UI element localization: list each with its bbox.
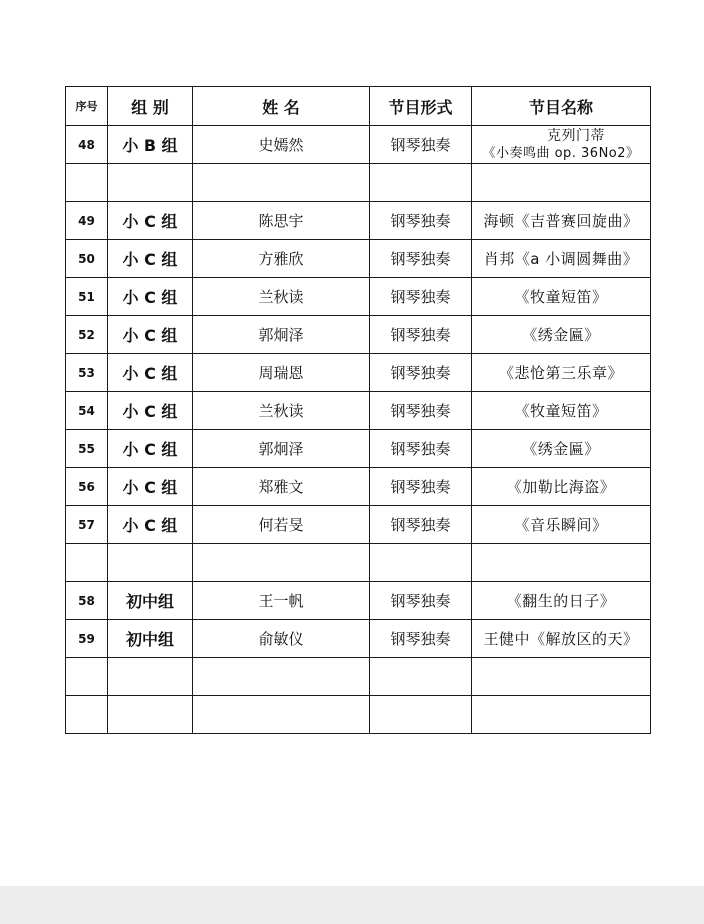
cell-group xyxy=(108,658,193,696)
cell-group xyxy=(108,544,193,582)
cell-name: 兰秋读 xyxy=(193,392,370,430)
cell-number xyxy=(66,658,108,696)
table-row-empty xyxy=(66,544,651,582)
cell-name xyxy=(193,544,370,582)
cell-group: 初中组 xyxy=(108,582,193,620)
cell-group: 小 C 组 xyxy=(108,202,193,240)
cell-name: 何若旻 xyxy=(193,506,370,544)
cell-group: 小 C 组 xyxy=(108,430,193,468)
header-number: 序号 xyxy=(66,87,108,126)
cell-number: 50 xyxy=(66,240,108,278)
table-row-empty xyxy=(66,658,651,696)
cell-group: 小 C 组 xyxy=(108,506,193,544)
cell-number xyxy=(66,164,108,202)
cell-group: 小 B 组 xyxy=(108,126,193,164)
cell-group: 小 C 组 xyxy=(108,240,193,278)
cell-title xyxy=(472,164,651,202)
cell-title xyxy=(472,658,651,696)
cell-form: 钢琴独奏 xyxy=(370,620,472,658)
cell-title: 王健中《解放区的天》 xyxy=(472,620,651,658)
cell-name: 郭炯泽 xyxy=(193,316,370,354)
cell-form xyxy=(370,164,472,202)
cell-group xyxy=(108,696,193,734)
cell-form: 钢琴独奏 xyxy=(370,202,472,240)
cell-name: 王一帆 xyxy=(193,582,370,620)
cell-form: 钢琴独奏 xyxy=(370,506,472,544)
cell-name: 郑雅文 xyxy=(193,468,370,506)
cell-form: 钢琴独奏 xyxy=(370,354,472,392)
cell-title xyxy=(472,126,651,164)
cell-form: 钢琴独奏 xyxy=(370,240,472,278)
cell-title-piece: 《小奏鸣曲 op. 36No2》 xyxy=(482,145,640,161)
table-row xyxy=(66,506,651,544)
cell-title xyxy=(472,544,651,582)
cell-group: 小 C 组 xyxy=(108,278,193,316)
cell-number: 53 xyxy=(66,354,108,392)
cell-group: 初中组 xyxy=(108,620,193,658)
cell-number xyxy=(66,544,108,582)
cell-number: 54 xyxy=(66,392,108,430)
table-row xyxy=(66,430,651,468)
cell-name xyxy=(193,658,370,696)
cell-form xyxy=(370,658,472,696)
cell-form: 钢琴独奏 xyxy=(370,582,472,620)
cell-name: 方雅欣 xyxy=(193,240,370,278)
header-row xyxy=(66,87,651,126)
cell-title xyxy=(472,696,651,734)
cell-title: 《牧童短笛》 xyxy=(472,278,651,316)
table-row-empty xyxy=(66,164,651,202)
cell-name xyxy=(193,164,370,202)
header-group: 组 别 xyxy=(108,87,193,126)
program-table xyxy=(65,86,651,734)
table-row-empty xyxy=(66,696,651,734)
table-row xyxy=(66,468,651,506)
cell-title: 《绣金匾》 xyxy=(472,430,651,468)
cell-number: 55 xyxy=(66,430,108,468)
cell-number: 56 xyxy=(66,468,108,506)
cell-title: 《音乐瞬间》 xyxy=(472,506,651,544)
cell-number: 52 xyxy=(66,316,108,354)
cell-form: 钢琴独奏 xyxy=(370,392,472,430)
cell-name: 兰秋读 xyxy=(193,278,370,316)
cell-group: 小 C 组 xyxy=(108,354,193,392)
table-row xyxy=(66,620,651,658)
table-row xyxy=(66,392,651,430)
cell-form: 钢琴独奏 xyxy=(370,430,472,468)
cell-number: 49 xyxy=(66,202,108,240)
cell-name: 周瑞恩 xyxy=(193,354,370,392)
cell-number: 59 xyxy=(66,620,108,658)
cell-name: 郭炯泽 xyxy=(193,430,370,468)
table-row xyxy=(66,278,651,316)
cell-name: 陈思宇 xyxy=(193,202,370,240)
cell-title: 《翻生的日子》 xyxy=(472,582,651,620)
table-row xyxy=(66,582,651,620)
cell-title: 《加勒比海盗》 xyxy=(472,468,651,506)
cell-number: 51 xyxy=(66,278,108,316)
cell-group xyxy=(108,164,193,202)
header-title: 节目名称 xyxy=(472,87,651,126)
cell-title: 海顿《吉普赛回旋曲》 xyxy=(472,202,651,240)
cell-number: 57 xyxy=(66,506,108,544)
cell-form: 钢琴独奏 xyxy=(370,278,472,316)
cell-name: 史嫣然 xyxy=(193,126,370,164)
cell-form xyxy=(370,696,472,734)
cell-title: 《绣金匾》 xyxy=(472,316,651,354)
cell-name: 俞敏仪 xyxy=(193,620,370,658)
cell-number xyxy=(66,696,108,734)
table-row xyxy=(66,202,651,240)
cell-name xyxy=(193,696,370,734)
table-row xyxy=(66,240,651,278)
cell-form xyxy=(370,544,472,582)
cell-title: 《牧童短笛》 xyxy=(472,392,651,430)
table-row xyxy=(66,126,651,164)
table-row xyxy=(66,354,651,392)
cell-group: 小 C 组 xyxy=(108,316,193,354)
cell-title: 肖邦《a 小调圆舞曲》 xyxy=(472,240,651,278)
cell-form: 钢琴独奏 xyxy=(370,468,472,506)
cell-group: 小 C 组 xyxy=(108,392,193,430)
table-row xyxy=(66,316,651,354)
header-form: 节目形式 xyxy=(370,87,472,126)
cell-group: 小 C 组 xyxy=(108,468,193,506)
cell-title: 《悲怆第三乐章》 xyxy=(472,354,651,392)
cell-number: 58 xyxy=(66,582,108,620)
header-name: 姓 名 xyxy=(193,87,370,126)
cell-form: 钢琴独奏 xyxy=(370,316,472,354)
cell-title-composer: 克列门蒂 xyxy=(547,127,605,144)
cell-number: 48 xyxy=(66,126,108,164)
cell-form: 钢琴独奏 xyxy=(370,126,472,164)
